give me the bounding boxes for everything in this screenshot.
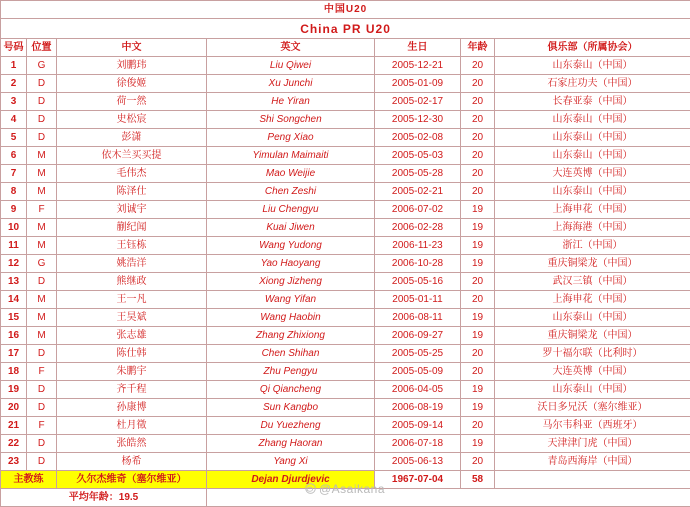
player-club: 上海申花（中国）: [495, 201, 690, 219]
header-position: [27, 39, 57, 57]
player-name-cn: 张志雄: [57, 327, 207, 345]
player-number: 4: [1, 111, 27, 129]
player-number: 11: [1, 237, 27, 255]
player-position: M: [27, 183, 57, 201]
player-name-cn: 徐俊姬: [57, 75, 207, 93]
player-name-en: Zhang Zhixiong: [207, 327, 375, 345]
table-row: [1, 345, 690, 363]
header-name-en: 英文: [207, 39, 375, 57]
player-name-cn: 杨希: [57, 453, 207, 471]
player-position: F: [27, 417, 57, 435]
player-dob: 2005-12-30: [375, 111, 461, 129]
table-row: [1, 75, 690, 93]
player-name-en: Qi Qiancheng: [207, 381, 375, 399]
table-row: [1, 147, 690, 165]
player-number: 14: [1, 291, 27, 309]
player-number: 18: [1, 363, 27, 381]
player-name-en: Wang Yudong: [207, 237, 375, 255]
player-position: D: [27, 453, 57, 471]
player-name-cn: 陈仕韩: [57, 345, 207, 363]
player-dob: 2006-08-11: [375, 309, 461, 327]
player-position: M: [27, 237, 57, 255]
player-age: 20: [461, 93, 495, 111]
player-dob: 2005-05-09: [375, 363, 461, 381]
player-age: 20: [461, 165, 495, 183]
player-name-en: Liu Chengyu: [207, 201, 375, 219]
table-row: [1, 435, 690, 453]
player-dob: 2006-11-23: [375, 237, 461, 255]
player-position: M: [27, 327, 57, 345]
table-row: [1, 399, 690, 417]
player-name-cn: 王钰栋: [57, 237, 207, 255]
player-name-en: Wang Haobin: [207, 309, 375, 327]
player-dob: 2006-04-05: [375, 381, 461, 399]
player-age: 20: [461, 453, 495, 471]
table-row: [1, 111, 690, 129]
table-row: [1, 93, 690, 111]
player-club: 罗十福尔联（比利时）: [495, 345, 690, 363]
player-dob: 2005-05-03: [375, 147, 461, 165]
player-number: 2: [1, 75, 27, 93]
table-row: [1, 237, 690, 255]
player-club: 山东泰山（中国）: [495, 381, 690, 399]
player-name-cn: 杜月徵: [57, 417, 207, 435]
player-number: 13: [1, 273, 27, 291]
player-name-en: Yao Haoyang: [207, 255, 375, 273]
player-dob: 2006-08-19: [375, 399, 461, 417]
player-position: D: [27, 75, 57, 93]
player-name-cn: 史松宸: [57, 111, 207, 129]
player-age: 19: [461, 237, 495, 255]
player-position: D: [27, 93, 57, 111]
table-row: [1, 417, 690, 435]
player-name-en: Shi Songchen: [207, 111, 375, 129]
player-number: 6: [1, 147, 27, 165]
player-number: 16: [1, 327, 27, 345]
title-row-cn: [1, 1, 690, 19]
table-row: [1, 273, 690, 291]
player-position: D: [27, 111, 57, 129]
header-position-label: 位置: [32, 42, 52, 53]
player-age: 20: [461, 129, 495, 147]
player-position: M: [27, 309, 57, 327]
header-club: 俱乐部（所属协会）: [495, 39, 690, 57]
player-name-cn: 朱鹏宇: [57, 363, 207, 381]
player-age: 19: [461, 309, 495, 327]
player-club: 山东泰山（中国）: [495, 129, 690, 147]
coach-name-en: Dejan Djurdjevic: [207, 471, 375, 489]
player-name-en: Xiong Jizheng: [207, 273, 375, 291]
player-number: 5: [1, 129, 27, 147]
player-dob: 2005-05-16: [375, 273, 461, 291]
player-position: D: [27, 435, 57, 453]
player-club: 重庆铜梁龙（中国）: [495, 255, 690, 273]
player-position: M: [27, 291, 57, 309]
player-name-cn: 蒯纪闻: [57, 219, 207, 237]
player-number: 3: [1, 93, 27, 111]
coach-name-cn: 久尔杰维奇（塞尔维亚）: [57, 471, 207, 489]
player-number: 19: [1, 381, 27, 399]
player-dob: 2006-10-28: [375, 255, 461, 273]
player-position: D: [27, 399, 57, 417]
player-club: 武汉三镇（中国）: [495, 273, 690, 291]
player-position: M: [27, 219, 57, 237]
player-dob: 2005-02-08: [375, 129, 461, 147]
table-row: [1, 57, 690, 75]
player-club: 马尔韦科亚（西班牙）: [495, 417, 690, 435]
player-name-en: Mao Weijie: [207, 165, 375, 183]
table-header-row: [1, 39, 690, 57]
player-name-en: Chen Zeshi: [207, 183, 375, 201]
table-row: [1, 363, 690, 381]
player-age: 20: [461, 183, 495, 201]
player-number: 10: [1, 219, 27, 237]
player-age: 19: [461, 399, 495, 417]
table-row: [1, 129, 690, 147]
player-dob: 2006-07-18: [375, 435, 461, 453]
player-position: M: [27, 165, 57, 183]
player-name-en: Xu Junchi: [207, 75, 375, 93]
table-row: [1, 381, 690, 399]
player-age: 19: [461, 255, 495, 273]
player-dob: 2005-01-11: [375, 291, 461, 309]
player-name-cn: 张皓然: [57, 435, 207, 453]
player-club: 沃日多兄沃（塞尔维亚）: [495, 399, 690, 417]
player-club: 山东泰山（中国）: [495, 111, 690, 129]
table-row: [1, 255, 690, 273]
player-position: D: [27, 381, 57, 399]
player-name-cn: 陈泽仕: [57, 183, 207, 201]
title-cn: 中国U20: [1, 1, 690, 19]
player-name-en: Zhu Pengyu: [207, 363, 375, 381]
player-name-en: Liu Qiwei: [207, 57, 375, 75]
player-age: 20: [461, 111, 495, 129]
coach-dob: 1967-07-04: [375, 471, 461, 489]
player-name-en: Wang Yifan: [207, 291, 375, 309]
table-row: [1, 309, 690, 327]
player-age: 19: [461, 381, 495, 399]
weibo-icon: [305, 483, 316, 494]
player-number: 17: [1, 345, 27, 363]
player-name-en: Sun Kangbo: [207, 399, 375, 417]
player-name-en: Kuai Jiwen: [207, 219, 375, 237]
player-position: M: [27, 147, 57, 165]
player-number: 12: [1, 255, 27, 273]
player-age: 20: [461, 57, 495, 75]
player-age: 20: [461, 345, 495, 363]
player-club: 青岛西海岸（中国）: [495, 453, 690, 471]
player-name-cn: 刘鹏玮: [57, 57, 207, 75]
player-number: 22: [1, 435, 27, 453]
player-name-cn: 孙康博: [57, 399, 207, 417]
player-dob: 2005-05-28: [375, 165, 461, 183]
player-club: 上海海港（中国）: [495, 219, 690, 237]
player-name-en: Yang Xi: [207, 453, 375, 471]
player-club: 浙江（中国）: [495, 237, 690, 255]
player-club: 长春亚泰（中国）: [495, 93, 690, 111]
player-name-en: Peng Xiao: [207, 129, 375, 147]
table-row: [1, 183, 690, 201]
player-name-cn: 荷一然: [57, 93, 207, 111]
player-dob: 2006-02-28: [375, 219, 461, 237]
player-age: 19: [461, 327, 495, 345]
player-name-cn: 彭潇: [57, 129, 207, 147]
player-age: 20: [461, 147, 495, 165]
table-row: [1, 219, 690, 237]
player-age: 19: [461, 435, 495, 453]
table-row: [1, 327, 690, 345]
header-age: 年龄: [461, 39, 495, 57]
player-position: D: [27, 273, 57, 291]
player-name-cn: 依木兰买买提: [57, 147, 207, 165]
title-row-en: [1, 19, 690, 39]
player-age: 20: [461, 363, 495, 381]
player-dob: 2005-09-14: [375, 417, 461, 435]
player-position: D: [27, 129, 57, 147]
player-dob: 2005-06-13: [375, 453, 461, 471]
player-dob: 2005-02-21: [375, 183, 461, 201]
player-club: 石家庄功夫（中国）: [495, 75, 690, 93]
player-position: G: [27, 255, 57, 273]
player-club: 天津津门虎（中国）: [495, 435, 690, 453]
player-club: 大连英博（中国）: [495, 165, 690, 183]
player-number: 21: [1, 417, 27, 435]
player-age: 20: [461, 75, 495, 93]
player-number: 1: [1, 57, 27, 75]
coach-label: 主教练: [1, 471, 57, 489]
watermark: [0, 482, 690, 496]
player-dob: 2006-07-02: [375, 201, 461, 219]
player-name-en: Du Yuezheng: [207, 417, 375, 435]
player-number: 23: [1, 453, 27, 471]
player-name-cn: 王一凡: [57, 291, 207, 309]
player-dob: 2005-05-25: [375, 345, 461, 363]
player-club: 山东泰山（中国）: [495, 147, 690, 165]
player-age: 20: [461, 291, 495, 309]
player-position: F: [27, 363, 57, 381]
player-position: D: [27, 345, 57, 363]
player-dob: 2006-09-27: [375, 327, 461, 345]
player-age: 19: [461, 201, 495, 219]
table-row: [1, 165, 690, 183]
player-position: G: [27, 57, 57, 75]
coach-age: 58: [461, 471, 495, 489]
player-name-en: Zhang Haoran: [207, 435, 375, 453]
player-club: 大连英博（中国）: [495, 363, 690, 381]
table-row: [1, 453, 690, 471]
player-club: 山东泰山（中国）: [495, 309, 690, 327]
player-position: F: [27, 201, 57, 219]
player-age: 19: [461, 219, 495, 237]
player-name-en: Yimulan Maimaiti: [207, 147, 375, 165]
player-number: 15: [1, 309, 27, 327]
player-name-cn: 王昊斌: [57, 309, 207, 327]
player-name-en: Chen Shihan: [207, 345, 375, 363]
table-row: [1, 291, 690, 309]
player-name-cn: 毛伟杰: [57, 165, 207, 183]
player-dob: 2005-02-17: [375, 93, 461, 111]
player-number: 20: [1, 399, 27, 417]
player-name-cn: 熊继政: [57, 273, 207, 291]
player-club: 上海申花（中国）: [495, 291, 690, 309]
player-number: 9: [1, 201, 27, 219]
player-name-cn: 姚浩洋: [57, 255, 207, 273]
header-number: [1, 39, 27, 57]
player-dob: 2005-01-09: [375, 75, 461, 93]
player-name-en: He Yiran: [207, 93, 375, 111]
table-row: [1, 201, 690, 219]
player-club: 重庆铜梁龙（中国）: [495, 327, 690, 345]
header-number-label: 号码: [4, 42, 24, 53]
player-club: 山东泰山（中国）: [495, 183, 690, 201]
title-en: China PR U20: [1, 19, 690, 39]
player-name-cn: 齐千程: [57, 381, 207, 399]
player-dob: 2005-12-21: [375, 57, 461, 75]
player-age: 20: [461, 417, 495, 435]
player-club: 山东泰山（中国）: [495, 57, 690, 75]
header-name-cn: 中文: [57, 39, 207, 57]
header-dob: 生日: [375, 39, 461, 57]
player-name-cn: 刘诚宇: [57, 201, 207, 219]
watermark-text: @Asaikana: [319, 482, 385, 496]
player-number: 8: [1, 183, 27, 201]
player-number: 7: [1, 165, 27, 183]
player-age: 20: [461, 273, 495, 291]
average-age-label: 平均年龄：19.5: [1, 489, 207, 507]
